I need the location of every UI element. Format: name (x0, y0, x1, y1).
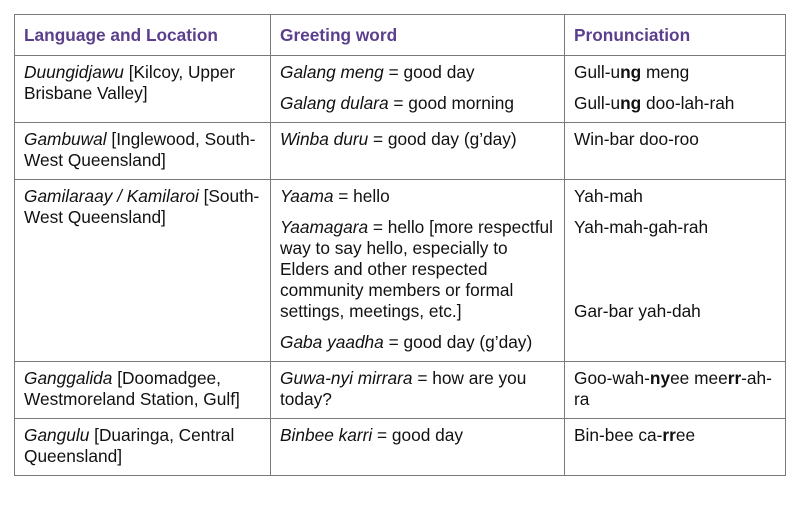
table-row (15, 419, 786, 476)
greeting-line (280, 425, 556, 446)
language-cell (15, 362, 271, 419)
spacer (574, 238, 777, 301)
language-cell (15, 180, 271, 362)
pron-part: meng (641, 62, 690, 82)
language-cell (15, 56, 271, 123)
table-row (15, 123, 786, 180)
greeting-line (280, 332, 556, 353)
pronunciation-cell (565, 180, 786, 362)
greeting-meaning: = hello [more respectful way to say hello, especially to Elders and other respected community members or formal settings, meetings, etc.] (280, 217, 553, 321)
language-name: Gangulu (24, 425, 90, 445)
header-row (15, 15, 786, 56)
pron-stress: rr (662, 425, 676, 445)
language-cell (15, 419, 271, 476)
pronunciation-cell (565, 123, 786, 180)
pronunciation-line: Yah-mah (574, 186, 643, 206)
greeting-word: Winba duru (280, 129, 369, 149)
language-name: Ganggalida (24, 368, 113, 388)
greeting-cell (271, 362, 565, 419)
pronunciation-line: Gar-bar yah-dah (574, 301, 701, 321)
pron-stress: ng (620, 93, 642, 113)
greeting-word: Galang meng (280, 62, 384, 82)
greeting-cell (271, 123, 565, 180)
pronunciation-cell (565, 56, 786, 123)
pron-part: ee mee (670, 368, 728, 388)
pronunciation-line (574, 93, 777, 114)
table-row (15, 180, 786, 362)
greeting-word: Yaama (280, 186, 334, 206)
greeting-meaning: = good day (g’day) (383, 332, 533, 352)
greeting-meaning: = how are you today? (280, 368, 527, 409)
greeting-word: Gaba yaadha (280, 332, 384, 352)
greeting-meaning: = good day (383, 62, 475, 82)
pronunciation-line (574, 425, 777, 446)
pron-part: ee (675, 425, 696, 445)
pron-part: doo-lah-rah (641, 93, 735, 113)
greeting-line (280, 368, 556, 410)
greeting-line (280, 217, 556, 322)
language-name: Duungidjawu (24, 62, 124, 82)
greeting-line (280, 186, 556, 207)
greeting-word: Galang dulara (280, 93, 389, 113)
greeting-line (280, 129, 556, 150)
pron-part: Goo-wah- (574, 368, 650, 388)
pronunciation-line: Win-bar doo-roo (574, 129, 699, 149)
pron-stress: rr (727, 368, 742, 388)
header-greeting: Greeting word (271, 15, 565, 56)
language-location: [Inglewood, South-West Queensland] (24, 129, 256, 170)
table-row (15, 362, 786, 419)
language-location: [Duaringa, Central Queensland] (24, 425, 235, 466)
language-location: [Kilcoy, Upper Brisbane Valley] (24, 62, 236, 103)
language-location: [South-West Queensland] (24, 186, 260, 227)
pronunciation-line (574, 368, 777, 410)
language-name: Gambuwal (24, 129, 107, 149)
pron-part: -ah-ra (574, 368, 772, 409)
language-cell (15, 123, 271, 180)
greetings-table (14, 14, 786, 476)
greeting-word: Binbee karri (280, 425, 373, 445)
pronunciation-line (574, 62, 777, 83)
pronunciation-line: Yah-mah-gah-rah (574, 217, 709, 237)
pronunciation-cell (565, 419, 786, 476)
pron-stress: ny (649, 368, 671, 388)
greeting-meaning: = hello (333, 186, 390, 206)
pron-part: Bin-bee ca- (574, 425, 663, 445)
pronunciation-cell (565, 362, 786, 419)
header-pronunciation: Pronunciation (565, 15, 786, 56)
greeting-line (280, 93, 556, 114)
language-location: [Doomadgee, Westmoreland Station, Gulf] (24, 368, 240, 409)
greeting-word: Guwa-nyi mirrara (280, 368, 413, 388)
greeting-meaning: = good day (g’day) (368, 129, 517, 149)
greeting-meaning: = good morning (388, 93, 514, 113)
pron-part: Gull-u (574, 93, 621, 113)
pron-part: Gull-u (574, 62, 621, 82)
greeting-cell (271, 419, 565, 476)
greeting-cell (271, 56, 565, 123)
greeting-word: Yaamagara (280, 217, 369, 237)
header-language: Language and Location (15, 15, 271, 56)
language-name: Gamilaraay / Kamilaroi (24, 186, 199, 206)
greeting-line (280, 62, 556, 83)
greeting-cell (271, 180, 565, 362)
table-row (15, 56, 786, 123)
pron-stress: ng (620, 62, 642, 82)
greeting-meaning: = good day (372, 425, 464, 445)
